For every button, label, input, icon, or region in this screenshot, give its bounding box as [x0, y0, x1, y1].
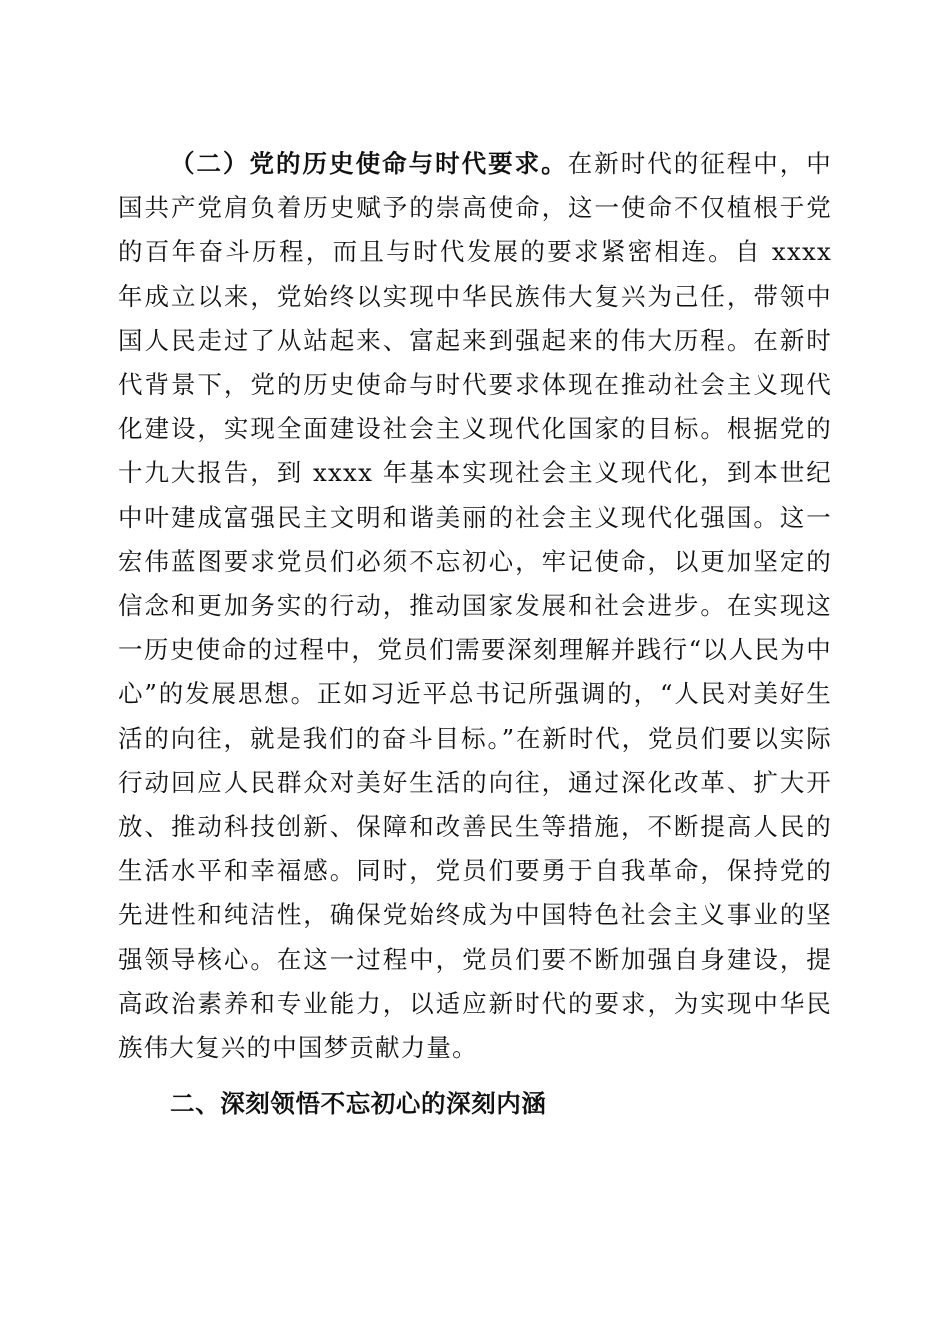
section-body-text: 在新时代的征程中，中国共产党肩负着历史赋予的崇高使命，这一使命不仅植根于党的百年奋斗历程，而且与时代发展的要求紧密相连。自 xxxx 年成立以来，党始终以实现中华民族伟大复兴为己任，带领中国人民走过了从站起来、富起来到强起来的伟大历程。在新时代背景下，党的历史使命与时代要求体现在推动社会主义现代化建设，实现全面建设社会主义现代化国家的目标。根据党的十九大报告，到 xxxx 年基本实现社会主义现代化，到本世纪中叶建成富强民主文明和谐美丽的社会主义现代化强国。这一宏伟蓝图要求党员们必须不忘初心，牢记使命，以更加坚定的信念和更加务实的行动，推动国家发展和社会进步。在实现这一历史使命的过程中，党员们需要深刻理解并践行“以人民为中心”的发展思想。正如习近平总书记所强调的，“人民对美好生活的向往，就是我们的奋斗目标。”在新时代，党员们要以实际行动回应人民群众对美好生活的向往，通过深化改革、扩大开放、推动科技创新、保障和改善民生等措施，不断提高人民的生活水平和幸福感。同时，党员们要勇于自我革命，保持党的先进性和纯洁性，确保党始终成为中国特色社会主义事业的坚强领导核心。在这一过程中，党员们要不断加强自身建设，提高政治素养和专业能力，以适应新时代的要求，为实现中华民族伟大复兴的中国梦贡献力量。 [118, 149, 832, 1063]
next-section-heading: 二、深刻领悟不忘初心的深刻内涵 [170, 1089, 547, 1118]
section-lead-heading: （二）党的历史使命与时代要求。 [170, 149, 568, 178]
section-paragraph [118, 142, 832, 1070]
